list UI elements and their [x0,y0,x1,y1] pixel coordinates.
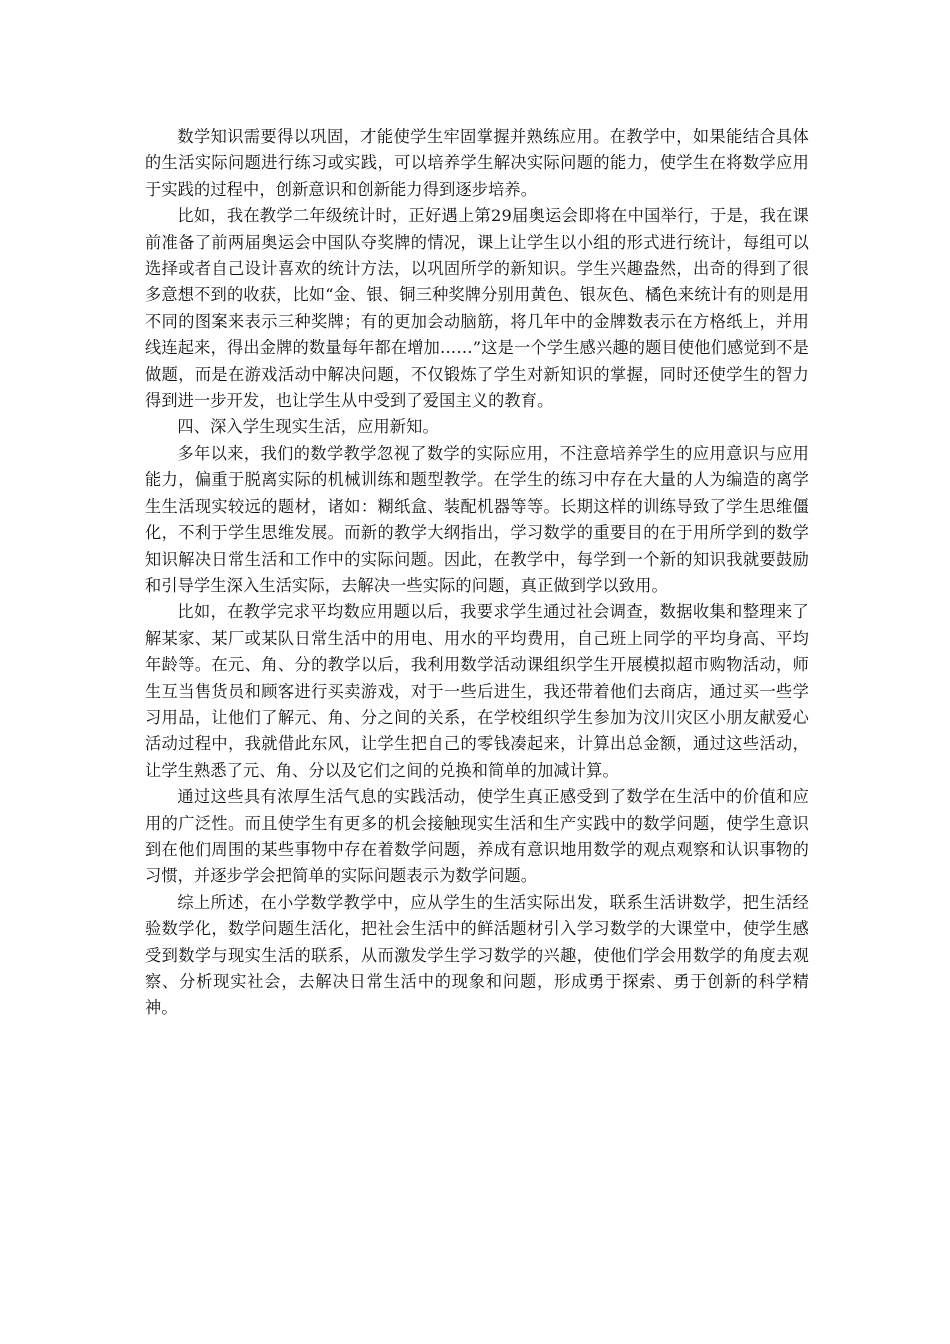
section-heading-four: 四、深入学生现实生活，应用新知。 [177,417,439,437]
paragraph-practice-activities: 通过这些具有浓厚生活气息的实践活动，使学生真正感受到了数学在生活中的价值和应用的广泛性。而且使学生有更多的机会接触现实生活和生产实践中的数学问题，使学生意识到在他们周围的某些事物中存在着数学问题，养成有意识地用数学的观点观察和认识事物的习惯，并逐步学会把简单的实际问题表示为数学问题。 [145,787,809,886]
paragraph-conclusion: 综上所述，在小学数学教学中，应从学生的生活实际出发，联系生活讲数学，把生活经验数学化，数学问题生活化，把社会生活中的鲜活题材引入学习数学的大课堂中，使学生感受到数学与现实生活的联系，从而激发学生学习数学的兴趣，使他们学会用数学的角度去观察、分析现实社会，去解决日常生活中的现象和问题，形成勇于探索、勇于创新的科学精神。 [145,892,809,1018]
paragraph-average-example: 比如，在教学完求平均数应用题以后，我要求学生通过社会调查，数据收集和整理来了解某家、某厂或某队日常生活中的用电、用水的平均费用，自己班上同学的平均身高、平均年龄等。在元、角、分的教学以后，我利用数学活动课组织学生开展模拟超市购物活动，师生互当售货员和顾客进行买卖游戏，对于一些后进生，我还带着他们去商店，通过买一些学习用品，让他们了解元、角、分之间的关系，在学校组织学生参加为汶川灾区小朋友献爱心活动过程中，我就借此东风，让学生把自己的零钱凑起来，计算出总金额，通过这些活动，让学生熟悉了元、角、分以及它们之间的兑换和简单的加减计算。 [145,602,809,780]
paragraph-real-application: 多年以来，我们的数学教学忽视了数学的实际应用，不注意培养学生的应用意识与应用能力，偏重于脱离实际的机械训练和题型教学。在学生的练习中存在大量的人为编造的离学生生活现实较远的题材，诸如：糊纸盒、装配机器等等。长期这样的训练导致了学生思维僵化，不利于学生思维发展。而新的教学大纲指出，学习数学的重要目的在于用所学到的数学知识解决日常生活和工作中的实际问题。因此，在教学中，每学到一个新的知识我就要鼓励和引导学生深入生活实际，去解决一些实际的问题，真正做到学以致用。 [145,443,809,595]
document-page [145,124,809,1022]
paragraph-intro-consolidation: 数学知识需要得以巩固，才能使学生牢固掌握并熟练应用。在教学中，如果能结合具体的生活实际问题进行练习或实践，可以培养学生解决实际问题的能力，使学生在将数学应用于实践的过程中，创新意识和创新能力得到逐步培养。 [145,127,809,199]
paragraph-olympics-example: 比如，我在教学二年级统计时，正好遇上第29届奥运会即将在中国举行，于是，我在课前准备了前两届奥运会中国队夺奖牌的情况，课上让学生以小组的形式进行统计，每组可以选择或者自己设计喜欢的统计方法，以巩固所学的新知识。学生兴趣盎然，出奇的得到了很多意想不到的收获，比如“金、银、铜三种奖牌分别用黄色、银灰色、橘色来统计有的则是用不同的图案来表示三种奖牌；有的更加会动脑筋，将几年中的金牌数表示在方格纸上，并用线连起来，得出金牌的数量每年都在增加……”这是一个学生感兴趣的题目使他们感觉到不是做题，而是在游戏活动中解决问题，不仅锻炼了学生对新知识的掌握，同时还使学生的智力得到进一步开发，也让学生从中受到了爱国主义的教育。 [145,206,809,411]
